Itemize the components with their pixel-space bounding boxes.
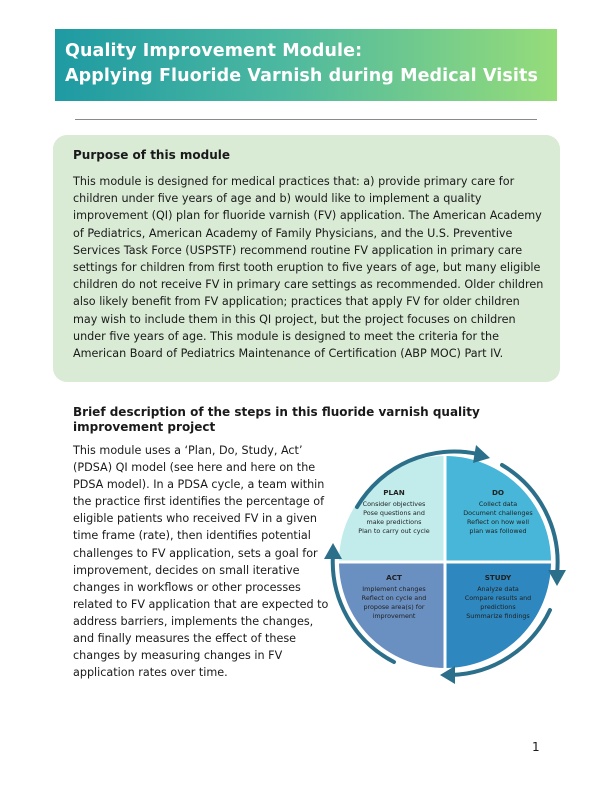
plan-line: Plan to carry out cycle — [358, 527, 430, 535]
plan-line: Consider objectives — [362, 500, 426, 508]
act-line: Reflect on cycle and — [361, 594, 427, 602]
study-title: STUDY — [484, 573, 512, 582]
purpose-heading: Purpose of this module — [73, 148, 231, 162]
plan-line: make predictions — [366, 518, 422, 526]
steps-heading: Brief description of the steps in this fluoride varnish quality improvement project — [73, 405, 480, 434]
study-line: predictions — [480, 603, 516, 611]
purpose-body: This module is designed for medical practices that: a) provide primary care for children under five years of age and b) would like to implement a quality improvement (QI) plan for fluoride varnish (FV) application. The American Academy of Pediatrics, American Academy of Family Physicians, and the U.S. Preventive Services Task Force (USPSTF) recommend routine FV application in primary care settings for children from first tooth eruption to five years of age, but many eligible children do not receive FV in primary care settings as recommended. Older children also likely benefit from FV application; practices that apply FV for older children may wish to include them in this QI project, but the project focuses on children under five years of age. This module is designed to meet the criteria for the American Board of Pediatrics Maintenance of Certification (ABP MOC) Part IV. — [73, 175, 544, 361]
steps-body: This module uses a ‘Plan, Do, Study, Act’ (PDSA) QI model (see here and here on the PDSA model). In a PDSA cycle, a team within the practice first identifies the percentage of eligible patients who received FV in a given time frame (rate), then identifies potential challenges to FV application, sets a goal for improvement, decides on small iterative changes in workflows or other processes related to FV application that are expected to address barriers, implements the changes, and finally measures the effect of these changes by measuring changes in FV application rates over time. — [73, 444, 329, 680]
do-line: Collect data — [478, 500, 518, 508]
banner-title-line-2: Applying Fluoride Varnish during Medical Visits — [65, 66, 538, 86]
pdsa-cycle-graphic — [318, 430, 578, 692]
purpose-box — [53, 135, 560, 382]
act-line: Implement changes — [362, 585, 426, 593]
act-text — [345, 573, 443, 621]
do-title: DO — [491, 488, 505, 497]
do-line: Reflect on how well — [466, 518, 529, 526]
arrowhead-right — [548, 570, 566, 586]
act-line: propose area(s) for — [363, 603, 425, 611]
study-line: Summarize findings — [466, 612, 530, 620]
pdsa-cycle-diagram — [318, 430, 578, 692]
act-title: ACT — [386, 573, 402, 582]
plan-title: PLAN — [383, 488, 405, 497]
plan-text — [345, 488, 443, 536]
study-text — [449, 573, 547, 621]
do-text — [449, 488, 547, 536]
study-line: Compare results and — [464, 594, 532, 602]
page-number: 1 — [532, 740, 540, 754]
act-line: improvement — [372, 612, 416, 620]
do-line: Document challenges — [463, 509, 533, 517]
study-line: Analyze data — [477, 585, 519, 593]
horizontal-divider — [75, 119, 537, 120]
banner-title-line-1: Quality Improvement Module: — [65, 41, 363, 61]
title-banner — [55, 29, 557, 101]
arrowhead-left — [324, 543, 342, 559]
arrowhead-bottom — [440, 666, 455, 684]
plan-line: Pose questions and — [363, 509, 425, 517]
arrowhead-top — [473, 445, 490, 463]
do-line: plan was followed — [469, 527, 527, 535]
